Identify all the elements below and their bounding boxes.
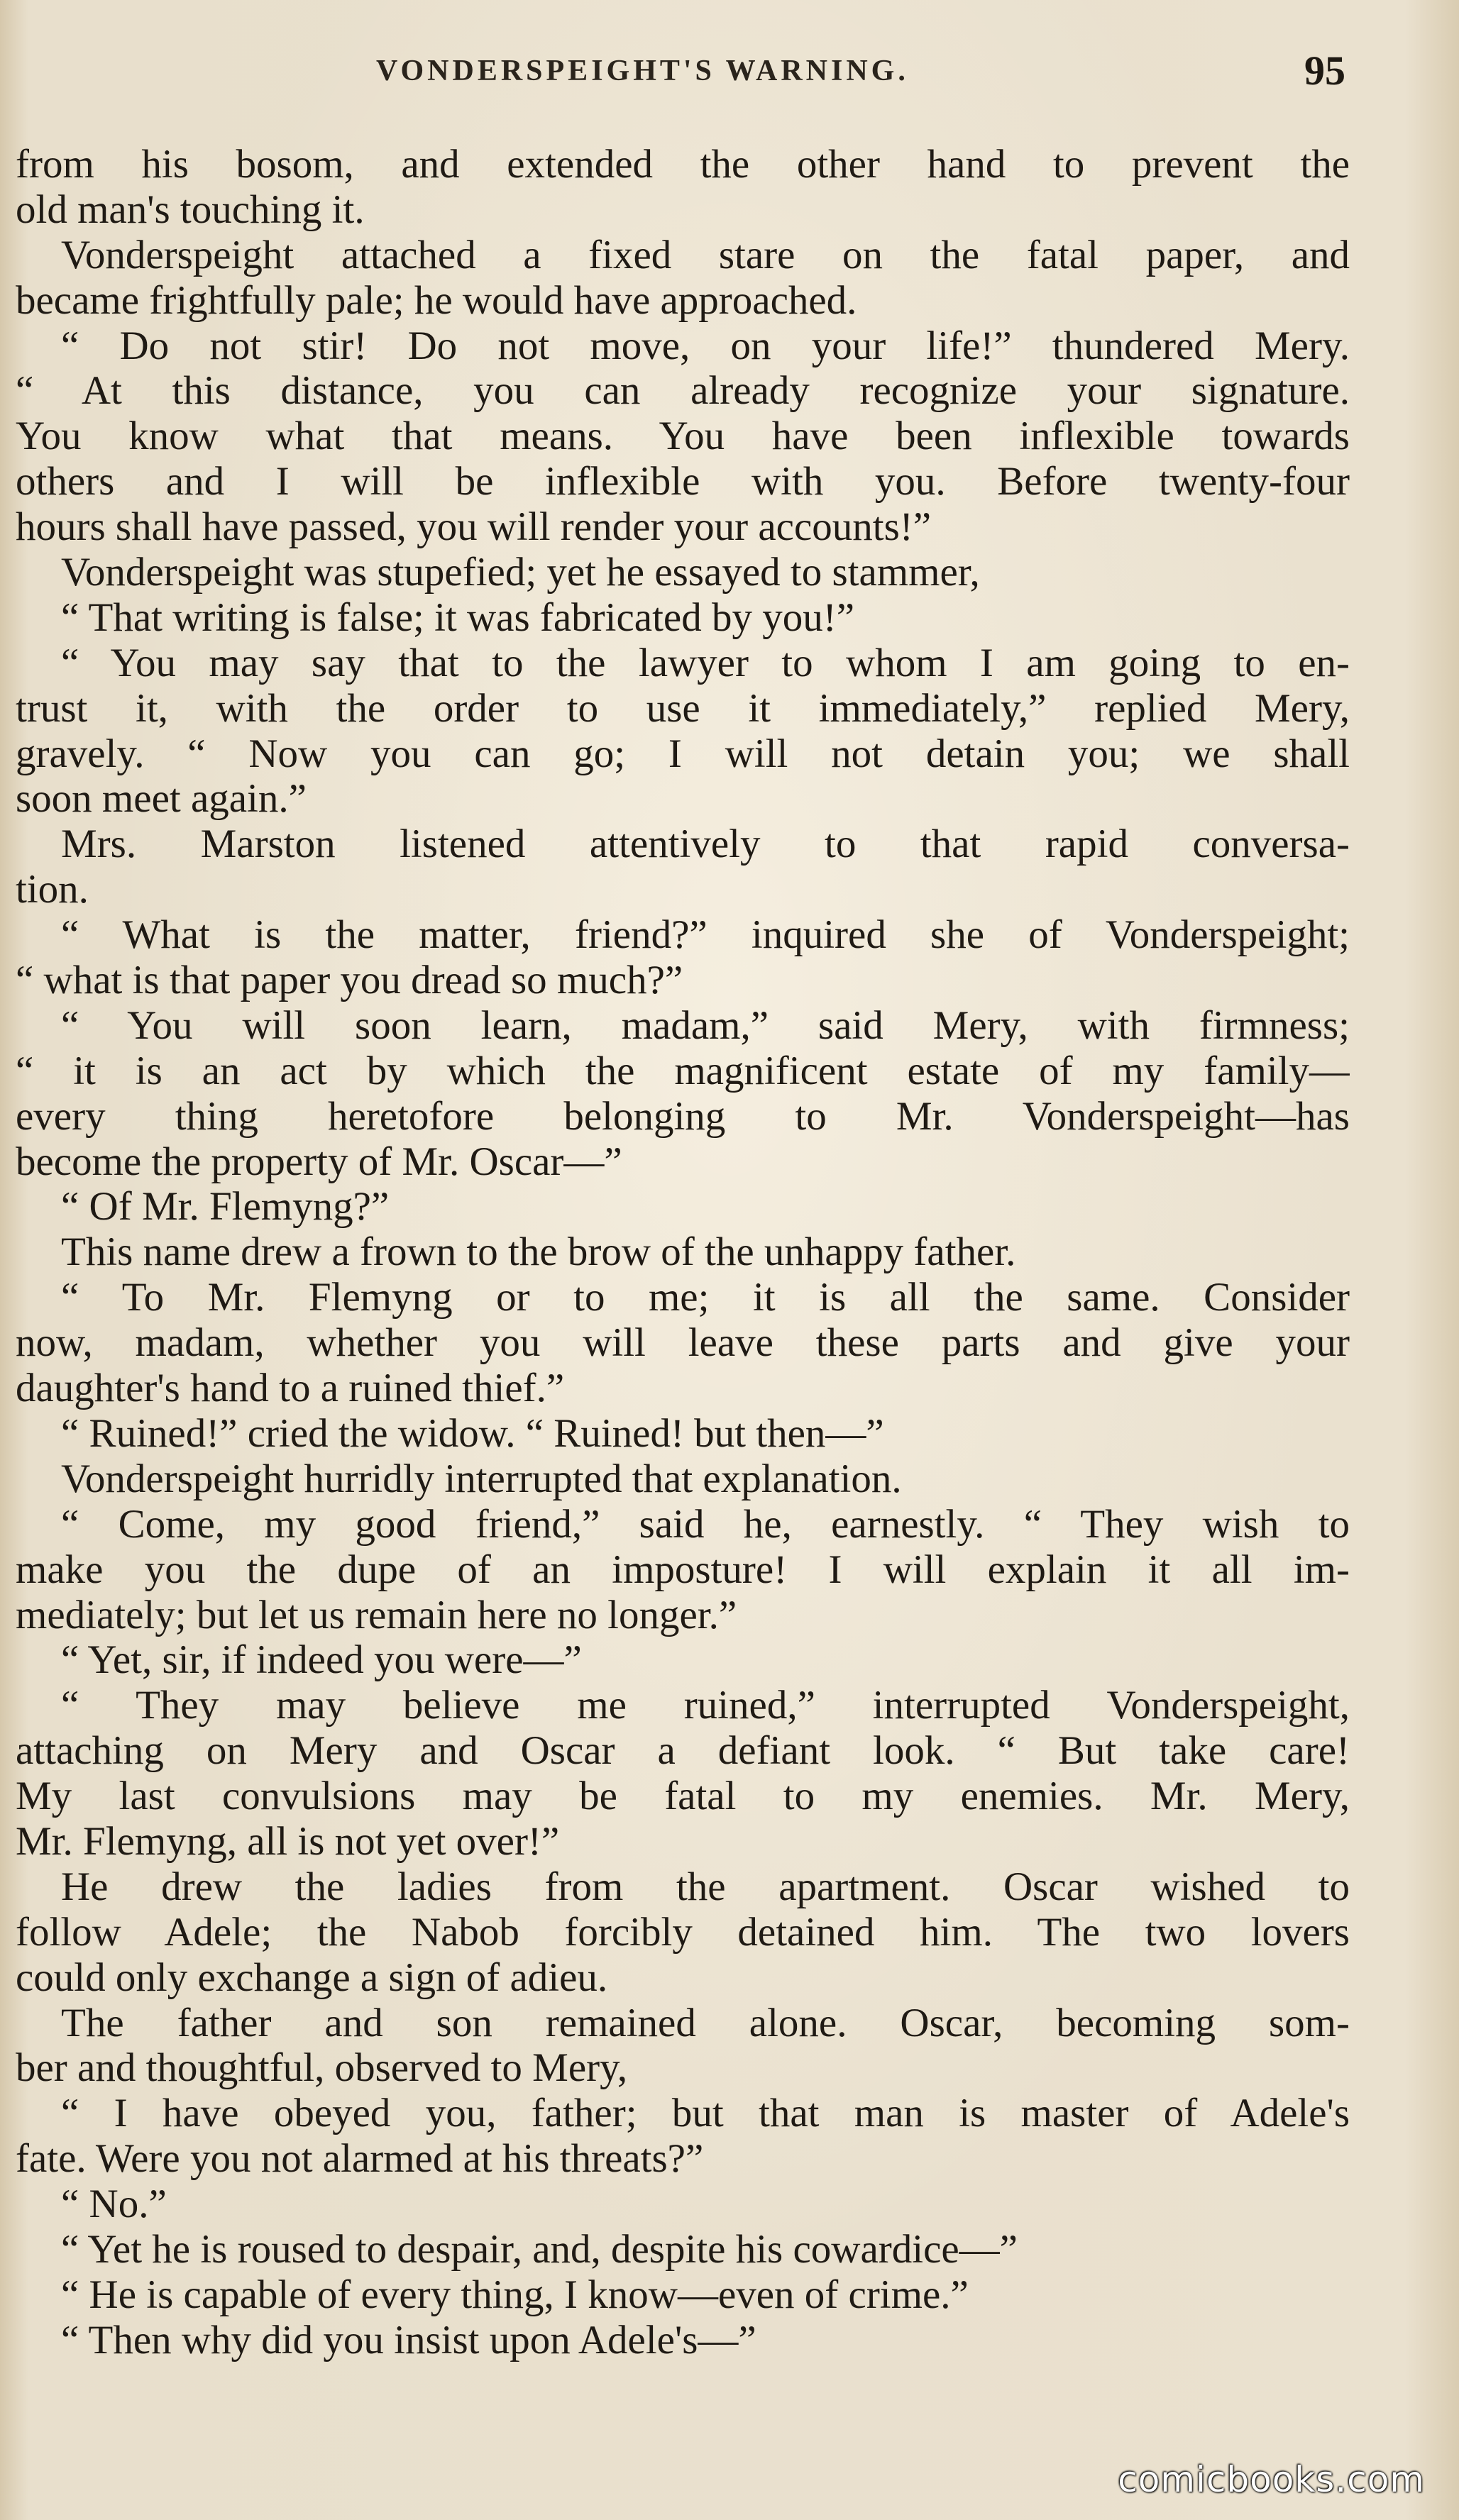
text-line: “ You may say that to the lawyer to whom I am going to en- [61,640,1350,685]
text-line: Mr. Flemyng, all is not yet over!” [16,1818,560,1864]
text-line: “ Yet, sir, if indeed you were—” [61,1637,582,1683]
text-line: now, madam, whether you will leave these parts and give your [16,1320,1350,1366]
text-line: “ He is capable of every thing, I know—even of crime.” [61,2272,969,2317]
text-line: “ You will soon learn, madam,” said Mery, with firmness; [61,1002,1350,1048]
text-line: Vonderspeight hurridly interrupted that explanation. [61,1456,902,1501]
text-line: You know what that means. You have been inflexible towards [16,414,1350,459]
text-line: “ What is the matter, friend?” inquired she of Vonderspeight; [61,912,1350,958]
text-line: trust it, with the order to use it immediately,” replied Mery, [16,685,1350,731]
text-line: The father and son remained alone. Oscar, becoming som- [61,2000,1350,2045]
page-number: 95 [1304,48,1345,94]
text-line: Vonderspeight was stupefied; yet he essayed to stammer, [61,550,980,595]
text-line: daughter's hand to a ruined thief.” [16,1366,565,1411]
text-line: “ Then why did you insist upon Adele's—” [61,2317,756,2362]
text-line: “ At this distance, you can already recognize your signature. [16,368,1350,414]
text-line: My last convulsions may be fatal to my enemies. Mr. Mery, [16,1774,1350,1819]
text-line: “ it is an act by which the magnificent estate of my family— [16,1048,1350,1093]
running-title: VONDERSPEIGHT'S WARNING. [376,55,909,87]
text-line: soon meet again.” [16,776,307,822]
text-line: “ I have obeyed you, father; but that man is master of Adele's [61,2091,1350,2136]
text-line: This name drew a frown to the brow of the unhappy father. [61,1229,1016,1275]
text-line: “ Do not stir! Do not move, on your life!” thundered Mery. [61,323,1350,368]
text-line: become the property of Mr. Oscar—” [16,1139,622,1184]
text-line: “ Of Mr. Flemyng?” [61,1184,390,1229]
text-line: gravely. “ Now you can go; I will not detain you; we shall [16,731,1350,776]
text-line: others and I will be inflexible with you. Before twenty-four [16,459,1350,504]
text-line: “ To Mr. Flemyng or to me; it is all the same. Consider [61,1275,1350,1320]
text-line: every thing heretofore belonging to Mr. Vonderspeight—has [16,1093,1350,1139]
text-line: “ They may believe me ruined,” interrupted Vonderspeight, [61,1683,1350,1728]
text-line: old man's touching it. [16,187,365,232]
text-line: attaching on Mery and Oscar a defiant look. “ But take care! [16,1728,1350,1774]
text-line: “ Yet he is roused to despair, and, despite his cowardice—” [61,2226,1018,2272]
text-line: “ That writing is false; it was fabricated by you!” [61,595,855,640]
watermark: comicbooks.com [1118,2459,1425,2500]
text-line: mediately; but let us remain here no longer.” [16,1592,737,1637]
text-line: fate. Were you not alarmed at his threats?” [16,2136,704,2182]
text-line: hours shall have passed, you will render your accounts!” [16,504,932,550]
text-line: follow Adele; the Nabob forcibly detained him. The two lovers [16,1909,1350,1955]
text-line: “ what is that paper you dread so much?” [16,958,683,1003]
text-line: Mrs. Marston listened attentively to that rapid conversa- [61,822,1350,867]
text-line: “ No.” [61,2182,167,2227]
text-line: make you the dupe of an imposture! I will explain it all im- [16,1547,1350,1592]
text-line: could only exchange a sign of adieu. [16,1955,608,2000]
text-line: from his bosom, and extended the other hand to prevent the [16,142,1350,187]
text-line: He drew the ladies from the apartment. Oscar wished to [61,1864,1350,1909]
text-line: “ Ruined!” cried the widow. “ Ruined! but then—” [61,1410,884,1456]
text-line: ber and thoughtful, observed to Mery, [16,2045,628,2091]
text-line: Vonderspeight attached a fixed stare on the fatal paper, and [61,232,1350,277]
text-line: became frightfully pale; he would have approached. [16,277,857,323]
text-line: “ Come, my good friend,” said he, earnestly. “ They wish to [61,1501,1350,1547]
body-text [16,142,1350,2363]
running-head [0,41,1459,105]
text-line: tion. [16,867,89,912]
